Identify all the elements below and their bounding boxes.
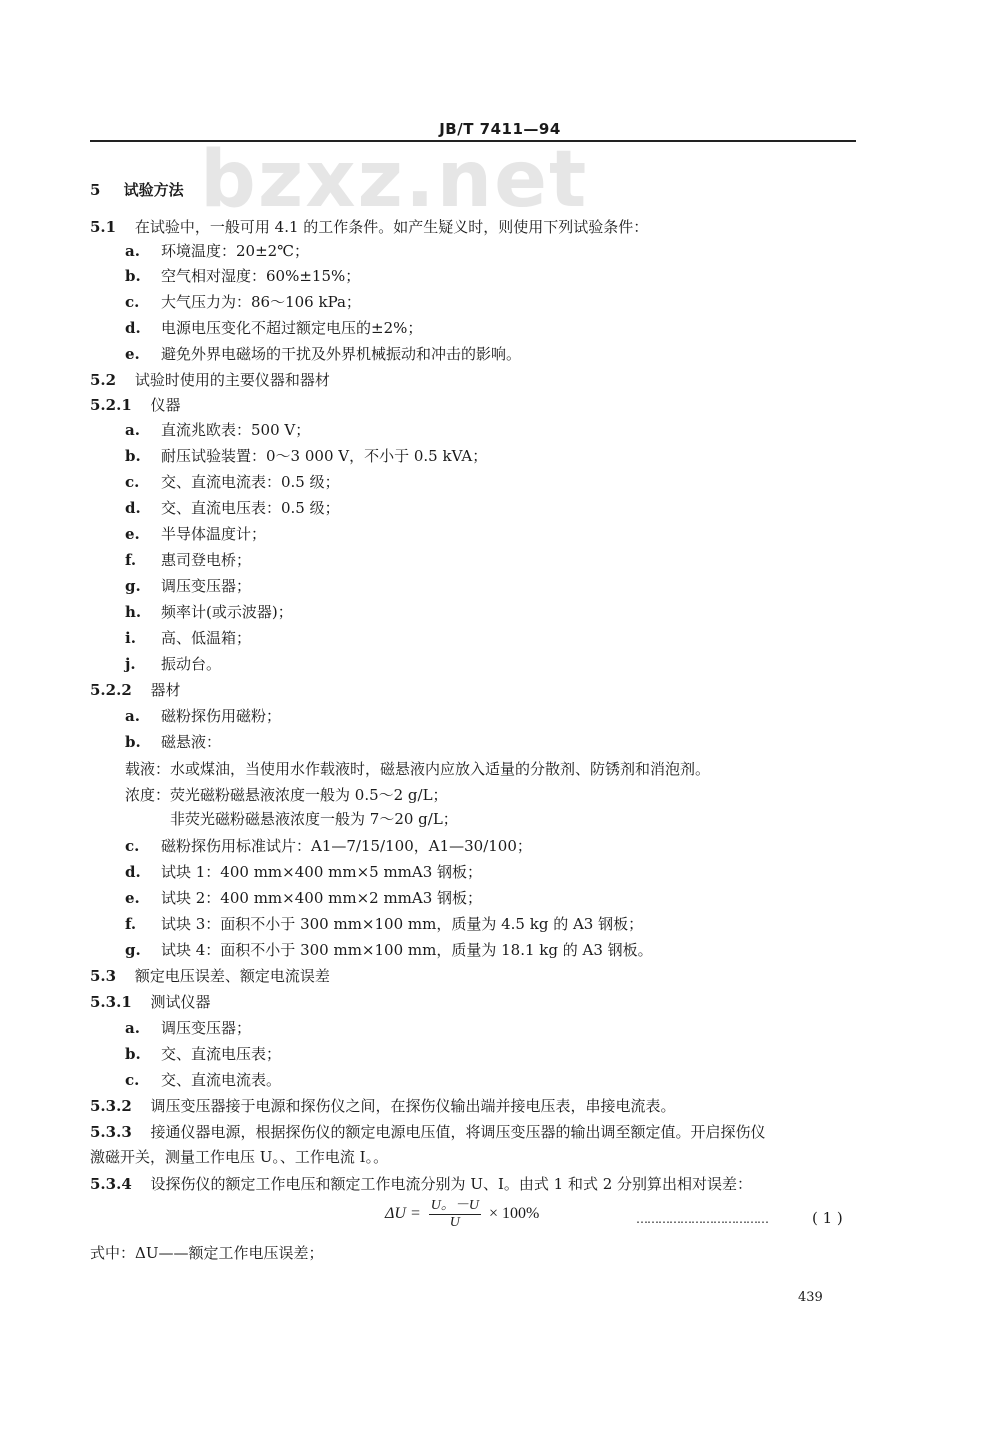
clause-title: 器材 [150, 681, 181, 699]
item-letter: h. [125, 603, 142, 621]
item-text: 试块 4：面积不小于 300 mm×100 mm，质量为 18.1 kg 的 A3 钢板。 [161, 941, 653, 959]
clause-number: 5.3.1 [90, 993, 132, 1011]
item-letter: e. [125, 889, 140, 907]
item-text: 避免外界电磁场的干扰及外界机械振动和冲击的影响。 [161, 345, 522, 363]
clause-title: 额定电压误差、额定电流误差 [134, 967, 330, 985]
item-letter: d. [125, 499, 141, 517]
formula-numerator: U。－U [430, 1198, 479, 1213]
clause-text: 在试验中，一般可用 4.1 的工作条件。如产生疑义时，则使用下列试验条件： [134, 218, 649, 236]
clause-number: 5.3.4 [90, 1175, 132, 1193]
item-letter: f. [125, 551, 137, 569]
clause-5-3-4 [90, 1174, 752, 1194]
item-text: 试块 3：面积不小于 300 mm×100 mm，质量为 4.5 kg 的 A3 钢板； [161, 915, 644, 933]
list-item [125, 654, 221, 674]
item-text: 交、直流电流表。 [161, 1071, 282, 1089]
item-text: 半导体温度计； [161, 525, 267, 543]
section-5-heading [90, 180, 184, 200]
item-letter: g. [125, 577, 141, 595]
item-text: 磁粉探伤用标准试片：A1—7/15/100，A1—30/100； [161, 837, 532, 855]
list-item [125, 706, 281, 726]
header-rule [90, 140, 856, 142]
item-text: 大气压力为：86～106 kPa； [161, 293, 361, 311]
item-text: 试块 1：400 mm×400 mm×5 mmA3 钢板； [161, 863, 483, 881]
list-item [125, 1018, 251, 1038]
item-text: 试块 2：400 mm×400 mm×2 mmA3 钢板； [161, 889, 483, 907]
clause-title: 试验时使用的主要仪器和器材 [134, 371, 330, 389]
item-letter: c. [125, 293, 140, 311]
item-text: 振动台。 [161, 655, 222, 673]
clause-5-3 [90, 966, 330, 986]
list-item [125, 940, 653, 960]
item-text: 频率计(或示波器)； [161, 603, 293, 621]
item-letter: j. [125, 655, 136, 673]
list-item [125, 472, 340, 492]
item-letter: a. [125, 1019, 140, 1037]
item-text: 电源电压变化不超过额定电压的±2%； [161, 319, 423, 337]
clause-title: 仪器 [150, 396, 181, 414]
item-letter: e. [125, 345, 140, 363]
formula-1 [385, 1198, 539, 1231]
clause-5-2 [90, 370, 330, 390]
list-item [125, 888, 482, 908]
list-item [125, 732, 221, 752]
clause-number: 5.3.2 [90, 1097, 132, 1115]
where-clause: 式中：ΔU——额定工作电压误差； [90, 1244, 324, 1262]
list-item [125, 292, 361, 312]
list-item [125, 1044, 281, 1064]
item-text: 高、低温箱； [161, 629, 252, 647]
clause-5-2-2 [90, 680, 181, 700]
item-letter: g. [125, 941, 141, 959]
item-letter: a. [125, 707, 140, 725]
clause-title: 测试仪器 [150, 993, 211, 1011]
item-text: 交、直流电流表：0.5 级； [161, 473, 340, 491]
list-item [125, 420, 310, 440]
clause-5-1 [90, 217, 648, 237]
item-letter: c. [125, 837, 140, 855]
standard-code-header: JB/T 7411—94 [439, 120, 561, 138]
item-letter: a. [125, 242, 140, 260]
list-item [125, 344, 521, 364]
item-text: 惠司登电桥； [161, 551, 252, 569]
clause-5-3-1 [90, 992, 211, 1012]
item-text: 空气相对湿度：60%±15%； [161, 267, 361, 285]
item-text: 磁粉探伤用磁粉； [161, 707, 282, 725]
clause-number: 5.1 [90, 218, 117, 236]
formula-denominator: U [449, 1215, 460, 1230]
clause-number: 5.2.2 [90, 681, 132, 699]
list-item [125, 862, 482, 882]
list-item [125, 628, 251, 648]
item-letter: f. [125, 915, 137, 933]
item-text: 耐压试验装置：0～3 000 V，不小于 0.5 kVA； [161, 447, 488, 465]
list-item [125, 446, 487, 466]
clause-text: 调压变压器接于电源和探伤仪之间，在探伤仪输出端并接电压表，串接电流表。 [150, 1097, 676, 1115]
clause-text: 设探伤仪的额定工作电压和额定工作电流分别为 U、I。由式 1 和式 2 分别算出相对误差： [150, 1175, 753, 1193]
item-text: 调压变压器； [161, 577, 252, 595]
formula-rhs: × 100% [488, 1205, 540, 1223]
item-letter: b. [125, 267, 141, 285]
list-item [125, 498, 340, 518]
page-number: 439 [798, 1290, 823, 1305]
clause-number: 5.2 [90, 371, 117, 389]
carrier-liquid-text: 载液：水或煤油，当使用水作载液时，磁悬液内应放入适量的分散剂、防锈剂和消泡剂。 [125, 760, 711, 778]
formula-lhs: ΔU = [385, 1205, 421, 1223]
watermark: bzxz.net [200, 135, 589, 225]
item-letter: c. [125, 473, 140, 491]
list-item [125, 576, 251, 596]
concentration-text-2: 非荧光磁粉磁悬液浓度一般为 7～20 g/L； [170, 810, 458, 828]
clause-5-3-3 [90, 1122, 766, 1142]
item-letter: b. [125, 447, 141, 465]
clause-number: 5.2.1 [90, 396, 132, 414]
item-text: 环境温度：20±2℃； [161, 242, 309, 260]
clause-number: 5.3 [90, 967, 117, 985]
list-item [125, 836, 532, 856]
item-text: 直流兆欧表：500 V； [161, 421, 311, 439]
list-item [125, 1070, 281, 1090]
clause-5-3-3-continued: 激磁开关，测量工作电压 U。、工作电流 I。。 [90, 1148, 389, 1166]
item-letter: b. [125, 1045, 141, 1063]
clause-number: 5.3.3 [90, 1123, 132, 1141]
clause-5-3-2 [90, 1096, 676, 1116]
list-item [125, 318, 422, 338]
list-item [125, 602, 293, 622]
item-letter: e. [125, 525, 140, 543]
item-letter: d. [125, 319, 141, 337]
section-title: 试验方法 [123, 181, 184, 199]
clause-text: 接通仪器电源，根据探伤仪的额定电源电压值，将调压变压器的输出调至额定值。开启探伤仪 [150, 1123, 766, 1141]
item-text: 交、直流电压表； [161, 1045, 282, 1063]
item-text: 磁悬液： [161, 733, 222, 751]
item-letter: d. [125, 863, 141, 881]
list-item [125, 266, 360, 286]
formula-label: ( 1 ) [812, 1209, 843, 1227]
item-letter: a. [125, 421, 140, 439]
formula-fraction [429, 1198, 481, 1231]
concentration-text: 浓度：荧光磁粉磁悬液浓度一般为 0.5～2 g/L； [125, 786, 448, 804]
item-letter: i. [125, 629, 136, 647]
item-letter: c. [125, 1071, 140, 1089]
item-text: 交、直流电压表：0.5 级； [161, 499, 340, 517]
list-item [125, 524, 266, 544]
clause-5-2-1 [90, 395, 181, 415]
list-item [125, 241, 309, 261]
item-text: 调压变压器； [161, 1019, 252, 1037]
formula-leader-dots: ……………………………… [636, 1212, 768, 1226]
section-number: 5 [90, 181, 101, 199]
list-item [125, 914, 643, 934]
item-letter: b. [125, 733, 141, 751]
list-item [125, 550, 251, 570]
